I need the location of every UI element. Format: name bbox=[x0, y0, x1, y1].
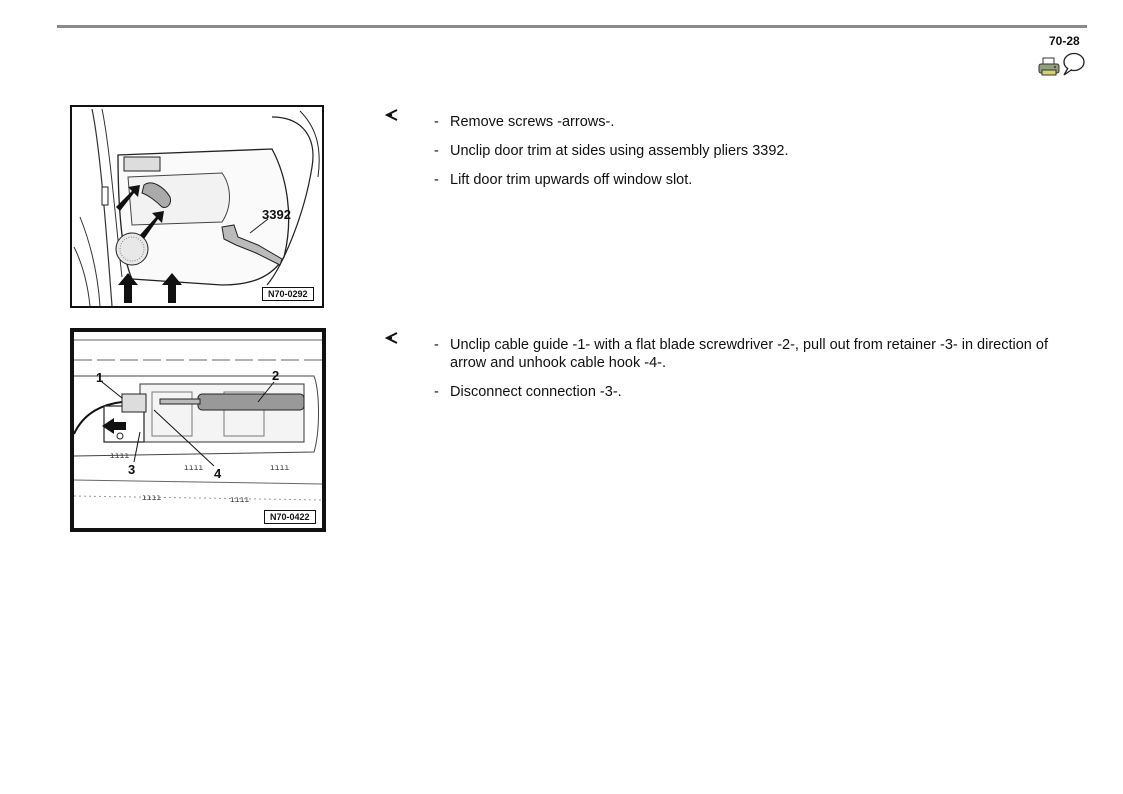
list-item: - Disconnect connection -3-. bbox=[434, 384, 622, 400]
list-item: - Unclip door trim at sides using assembly pliers 3392. bbox=[434, 143, 789, 159]
header-icons bbox=[1038, 51, 1086, 79]
callout-4: 4 bbox=[214, 466, 222, 481]
callout-3: 3 bbox=[128, 462, 136, 477]
step-text: Disconnect connection -3-. bbox=[450, 384, 622, 400]
arrow-pointer-icon bbox=[385, 108, 399, 122]
steps-list-2 bbox=[434, 336, 1074, 412]
page-number: 70-28 bbox=[1049, 34, 1080, 48]
figure-label: N70-0422 bbox=[264, 510, 316, 524]
svg-text:ıııı: ıııı bbox=[110, 452, 130, 461]
step-text: Unclip door trim at sides using assembly pliers 3392. bbox=[450, 143, 789, 159]
list-item: - Lift door trim upwards off window slot. bbox=[434, 172, 693, 188]
header-rule bbox=[57, 25, 1087, 28]
arrow-pointer-icon bbox=[385, 331, 399, 345]
svg-text:ıııı: ıııı bbox=[184, 464, 204, 473]
list-item: - Unclip cable guide -1- with a flat blade screwdriver -2-, pull out from retainer -3- in direction of arrow and unhook cable hook -4-. bbox=[434, 337, 1048, 371]
door-trim-figure bbox=[70, 105, 324, 308]
step-text: Unclip cable guide -1- with a flat blade screwdriver -2-, pull out from retainer -3- in direction of arrow and unhook cable hook -4-. bbox=[450, 337, 1048, 371]
cable-guide-figure bbox=[70, 328, 326, 532]
svg-text:ıııı: ıııı bbox=[270, 464, 290, 473]
speech-bubble-icon[interactable] bbox=[1060, 51, 1086, 82]
svg-text:ıııı: ıııı bbox=[142, 494, 162, 503]
callout-2: 2 bbox=[272, 368, 280, 383]
step-text: Lift door trim upwards off window slot. bbox=[450, 172, 693, 188]
svg-text:ıııı: ıııı bbox=[230, 496, 250, 505]
list-item: - Remove screws -arrows-. bbox=[434, 114, 615, 130]
callout-1: 1 bbox=[96, 370, 104, 385]
printer-icon[interactable] bbox=[1038, 57, 1060, 82]
figure-label: N70-0292 bbox=[262, 287, 314, 301]
step-text: Remove screws -arrows-. bbox=[450, 114, 615, 130]
callout-3392: 3392 bbox=[262, 207, 291, 222]
steps-list-1 bbox=[434, 113, 1074, 200]
